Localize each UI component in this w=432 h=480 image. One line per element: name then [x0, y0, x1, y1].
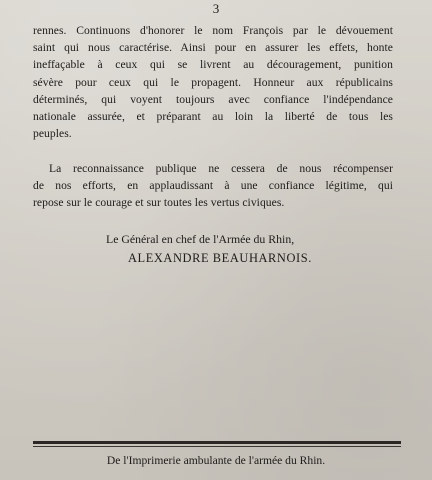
divider-rule [33, 441, 401, 444]
paragraph-2 [33, 160, 393, 212]
page-number: 3 [212, 1, 220, 16]
text-line: ineffaçable à ceux qui se livrent au découragement, punition [33, 58, 393, 72]
imprint-line: De l'Imprimerie ambulante de l'armée du Rhin. [106, 454, 326, 467]
divider-rule-thin [33, 446, 401, 447]
text-line: rennes. Continuons d'honorer le nom François par le dévouement [33, 24, 393, 37]
text-line: peuples. [33, 127, 72, 141]
text-line: La reconnaissance publique ne cessera de nous récompenser [49, 162, 393, 175]
paragraph-1 [33, 22, 393, 142]
text-line: nationale assurée, et préparant au loin la liberté de tous les [33, 110, 393, 124]
signature-name: ALEXANDRE BEAUHARNOIS. [128, 251, 312, 265]
text-line: de nos efforts, en applaudissant à une confiance légitime, qui [33, 179, 393, 193]
text-line: sévère pour ceux qui le propagent. Honneur aux républicains [33, 75, 393, 89]
text-line: saint qui nous caractérise. Ainsi pour en assurer les effets, honte [33, 41, 393, 55]
text-line: repose sur le courage et sur toutes les vertus civiques. [33, 196, 285, 210]
text-line: déterminés, qui voyent toujours avec confiance l'indépendance [33, 92, 393, 106]
signature-title: Le Général en chef de l'Armée du Rhin, [106, 232, 295, 246]
